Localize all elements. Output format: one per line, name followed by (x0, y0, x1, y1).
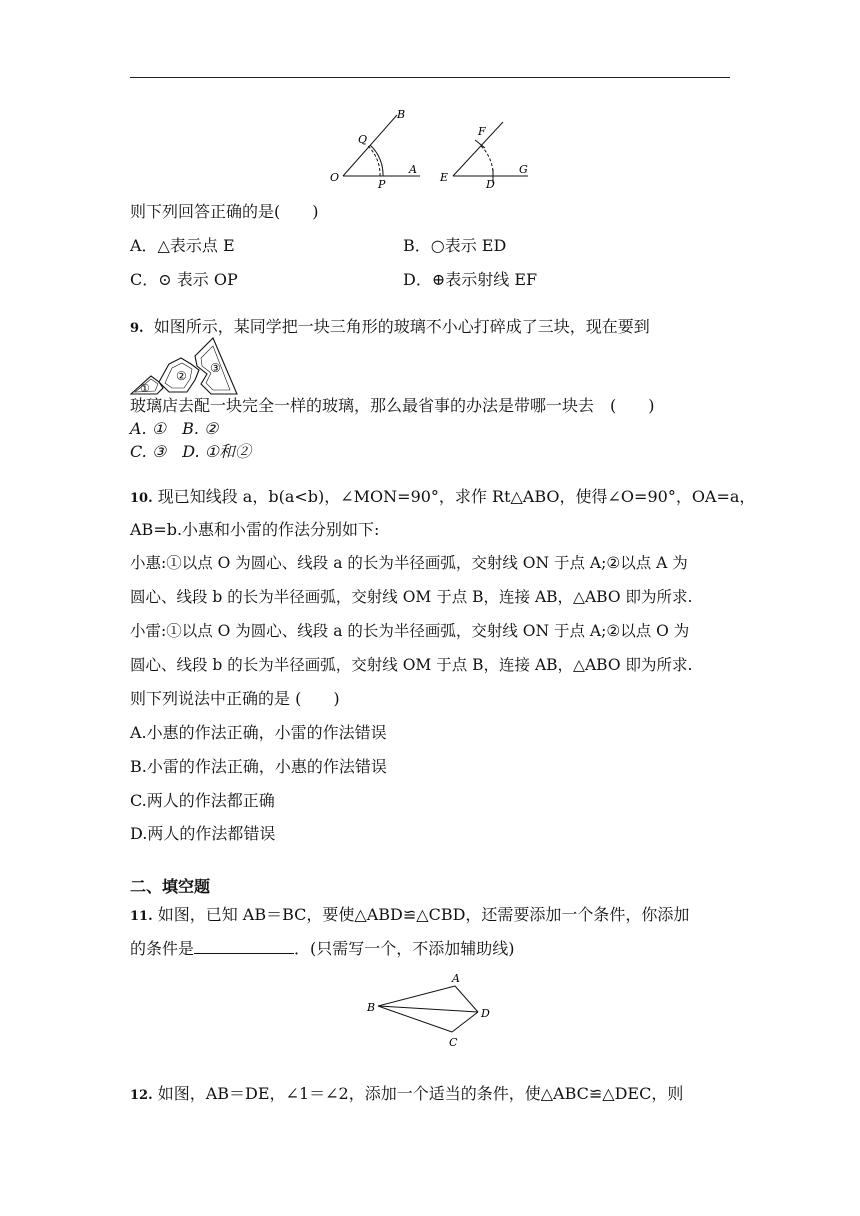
q10-option-a: A.小惠的作法正确，小雷的作法错误 (130, 723, 387, 742)
q11-text1: 如图，已知 AB＝BC，要使△ABD≌△CBD，还需要添加一个条件，你添加 (157, 905, 690, 924)
label-e: E (440, 171, 449, 184)
q12-line1 (130, 1083, 740, 1107)
q10-line1 (130, 486, 756, 510)
q8-stem: 则下列回答正确的是( ) (130, 202, 319, 221)
q9-line2: 玻璃店去配一块完全一样的玻璃，那么最省事的办法是带哪一块去 ( ) (130, 396, 655, 415)
q8-option-d: D．⊕表示射线 EF (403, 270, 538, 289)
label-b: B (397, 108, 406, 121)
label-a: A (409, 163, 417, 176)
section-heading-fill-in: 二、填空题 (130, 877, 211, 896)
q11-text2a: 的条件是 (130, 939, 195, 958)
q10-number: 10. (130, 491, 153, 506)
label-f: F (478, 125, 486, 138)
segment-ad (455, 986, 478, 1012)
q9-number: 9. (130, 321, 144, 336)
quadrilateral-abcd-figure (360, 970, 510, 1050)
q9-options-row1: A. ① B. ② (130, 419, 219, 438)
q10-text1: 现已知线段 a，b(a<b)，∠MON=90°，求作 Rt△ABO，使得∠O=90°，OA=a， (157, 487, 756, 506)
q12-text1: 如图，AB＝DE，∠1＝∠2，添加一个适当的条件，使△ABC≌△DEC，则 (157, 1084, 684, 1103)
q11-answer-blank[interactable] (194, 939, 294, 954)
label-o: O (330, 171, 340, 184)
glass-piece-label-2: ② (176, 369, 187, 383)
q10-option-c: C.两人的作法都正确 (130, 791, 275, 810)
q10-option-d: D.两人的作法都错误 (130, 824, 276, 843)
glass-piece-label-1: ① (140, 382, 150, 395)
q10-line7: 则下列说法中正确的是 ( ) (130, 689, 340, 708)
label-a: A (452, 972, 460, 985)
angle-construction-figure (325, 105, 540, 190)
q8-option-b: B．○表示 ED (403, 236, 507, 255)
q10-line4: 圆心、线段 b 的长为半径画弧，交射线 OM 于点 B，连接 AB，△ABO 即为所求. (130, 588, 693, 606)
q8-option-a: A．△表示点 E (130, 236, 235, 255)
q10-line3: 小惠:①以点 O 为圆心、线段 a 的长为半径画弧，交射线 ON 于点 A;②以点 A 为 (130, 554, 688, 572)
q11-line2 (130, 938, 740, 960)
segment-ba (378, 986, 455, 1006)
q9-options-row2: C. ③ D. ①和② (130, 442, 251, 461)
q11-number: 11. (130, 909, 153, 924)
q11-line1 (130, 904, 740, 928)
glass-piece-label-3: ③ (210, 361, 221, 375)
q10-line5: 小雷:①以点 O 为圆心、线段 a 的长为半径画弧，交射线 ON 于点 A;②以点 O 为 (130, 622, 690, 640)
q10-line2: AB=b.小惠和小雷的作法分别如下: (130, 520, 380, 539)
label-b: B (367, 1001, 376, 1014)
q10-option-b: B.小雷的作法正确，小惠的作法错误 (130, 757, 387, 776)
q9-text1: 如图所示，某同学把一块三角形的玻璃不小心打碎成了三块，现在要到 (153, 317, 650, 336)
q8-option-c: C．⊙ 表示 OP (130, 270, 238, 289)
label-d: D (481, 1007, 490, 1020)
header-rule (130, 77, 730, 78)
q12-number: 12. (130, 1088, 153, 1103)
q11-text2b: ．(只需写一个，不添加辅助线) (294, 939, 515, 958)
label-c: C (449, 1036, 458, 1049)
segment-cd (452, 1012, 478, 1032)
arc-pq-dashed (367, 145, 380, 176)
arc-df (480, 145, 493, 176)
label-d: D (486, 178, 495, 190)
label-g: G (519, 163, 528, 176)
broken-glass-figure (129, 336, 241, 396)
label-q: Q (358, 133, 368, 146)
q10-line6: 圆心、线段 b 的长为半径画弧，交射线 OM 于点 B，连接 AB，△ABO 即为所求. (130, 656, 693, 674)
label-p: P (378, 178, 386, 190)
